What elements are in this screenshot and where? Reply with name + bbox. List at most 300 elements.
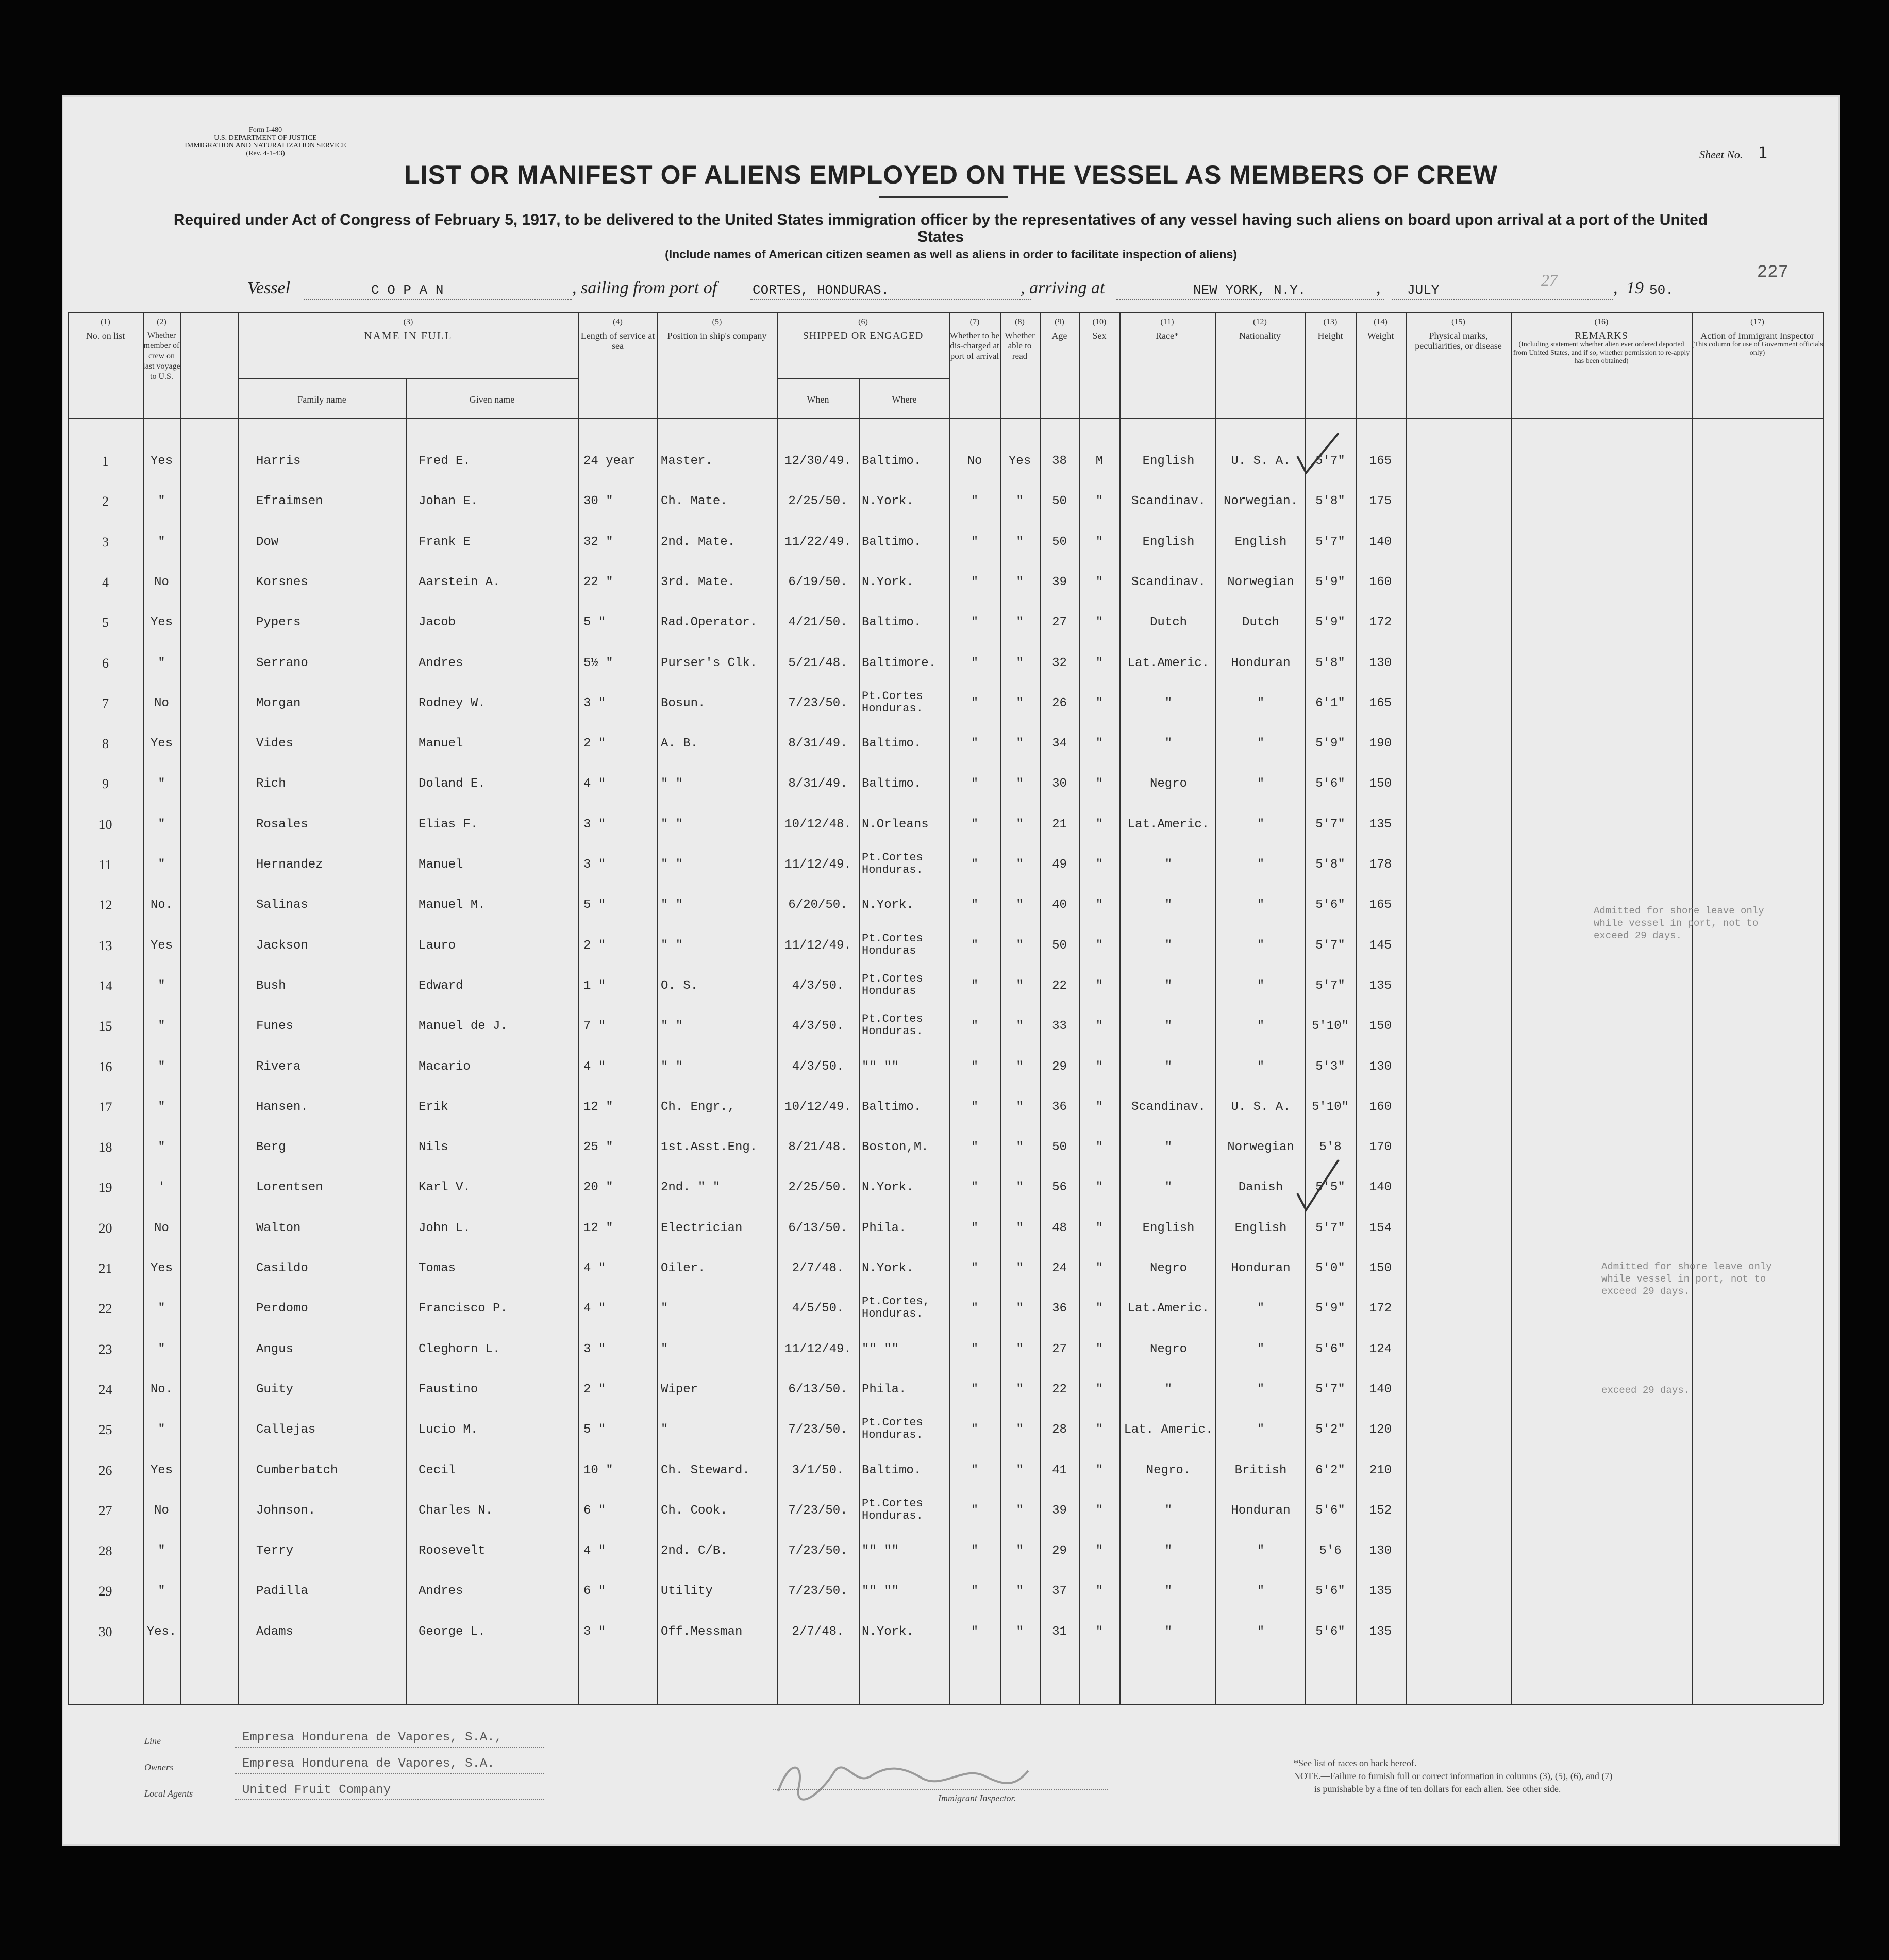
cell-discharged: " [971, 1544, 979, 1558]
cell-race: Scandinav. [1131, 1100, 1206, 1114]
cell-read: " [1016, 1181, 1024, 1195]
cell-no: 8 [102, 736, 109, 752]
cell-when: 11/12/49. [784, 938, 851, 953]
cell-nationality: Honduran [1231, 1503, 1291, 1518]
cell-race: Lat.Americ. [1127, 656, 1210, 670]
cell-when: 8/31/49. [788, 777, 848, 791]
cell-when: 7/23/50. [788, 1503, 848, 1518]
cell-race: " [1164, 938, 1173, 953]
cell-height: 5'8" [1315, 656, 1345, 670]
cell-nationality: " [1257, 1584, 1265, 1599]
cell-family: Dow [256, 535, 279, 549]
cell-sex: " [1095, 1059, 1104, 1074]
line-label: Line [144, 1736, 161, 1746]
cell-nationality: " [1257, 1019, 1265, 1034]
cell-age: 50 [1052, 938, 1067, 953]
cell-where: N.York. [862, 575, 914, 589]
cell-weight: 170 [1369, 1140, 1392, 1155]
cell-position: Purser's Clk. [661, 656, 758, 670]
line-value: Empresa Hondurena de Vapores, S.A., [242, 1731, 503, 1745]
cell-race: Scandinav. [1131, 575, 1206, 589]
cell-when: 4/5/50. [792, 1302, 844, 1316]
cell-service: 3 " [583, 858, 606, 872]
vessel-row: Vessel C O P A N , sailing from port of CORTES, HONDURAS. , arriving at NEW YORK, N.Y. , JULY 27 , 19 50. [62, 278, 1840, 302]
cell-race: Negro [1149, 1342, 1187, 1356]
cell-family: Rich [256, 777, 286, 791]
cell-where: Pt.Cortes Honduras. [862, 1012, 923, 1038]
cell-position: 2nd. Mate. [661, 535, 735, 549]
cell-member: " [158, 1059, 165, 1074]
cell-race: " [1164, 696, 1173, 710]
cell-member: " [158, 777, 165, 791]
cell-given: Frank E [419, 535, 471, 549]
cell-position: " [661, 1423, 668, 1437]
cell-age: 29 [1052, 1059, 1067, 1074]
cell-weight: 165 [1369, 898, 1392, 912]
cell-when: 4/3/50. [792, 1059, 844, 1074]
cell-position: " " [661, 1019, 683, 1034]
cell-no: 11 [98, 857, 112, 872]
cell-given: Manuel [419, 737, 463, 751]
col-header-nationality: (12) Nationality [1239, 318, 1281, 341]
cell-position: " [661, 1302, 668, 1316]
cell-read: " [1016, 1423, 1024, 1437]
cell-member: Yes [150, 1261, 173, 1275]
cell-position: Off.Messman [661, 1624, 743, 1639]
cell-given: Charles N. [419, 1503, 493, 1518]
cell-weight: 154 [1369, 1221, 1392, 1235]
cell-position: Ch. Engr., [661, 1100, 735, 1114]
cell-member: " [158, 1584, 165, 1599]
cell-nationality: English [1234, 535, 1287, 549]
form-identifier [162, 126, 369, 157]
cell-when: 8/21/48. [788, 1140, 848, 1155]
cell-weight: 135 [1369, 1624, 1392, 1639]
cell-nationality: " [1257, 696, 1265, 710]
form-department: U.S. DEPARTMENT OF JUSTICE [214, 134, 317, 142]
cell-service: 7 " [583, 1019, 606, 1034]
cell-read: " [1016, 656, 1024, 670]
cell-read: " [1016, 737, 1024, 751]
cell-given: Cleghorn L. [419, 1342, 500, 1356]
col-header-where: Where [892, 394, 917, 405]
footnote-penalty-cont: is punishable by a fine of ten dollars for each alien. See other side. [1314, 1784, 1561, 1794]
cell-no: 28 [98, 1543, 112, 1559]
cell-weight: 190 [1369, 737, 1392, 751]
cell-where: Pt.Cortes Honduras. [862, 1416, 923, 1442]
cell-height: 5'9" [1315, 737, 1345, 751]
cell-sex: " [1095, 494, 1104, 509]
form-service: IMMIGRATION AND NATURALIZATION SERVICE [185, 142, 346, 150]
cell-service: 4 " [583, 1302, 606, 1316]
cell-weight: 145 [1369, 938, 1392, 953]
cell-service: 6 " [583, 1584, 606, 1599]
cell-no: 27 [98, 1503, 112, 1518]
cell-age: 31 [1052, 1624, 1067, 1639]
cell-when: 3/1/50. [792, 1463, 844, 1477]
cell-member: No. [150, 1382, 173, 1397]
col-header-age: (9) Age [1051, 318, 1067, 341]
cell-no: 7 [102, 695, 109, 711]
cell-member: No [154, 575, 169, 589]
cell-member: " [158, 1544, 165, 1558]
cell-family: Perdomo [256, 1302, 308, 1316]
cell-given: Tomas [419, 1261, 456, 1275]
cell-read: " [1016, 1100, 1024, 1114]
cell-member: ' [158, 1181, 165, 1195]
cell-read: " [1016, 1503, 1024, 1518]
cell-discharged: " [971, 817, 979, 832]
col-header-physical: (15) Physical marks, peculiarities, or disease [1415, 318, 1502, 351]
arrival-port: NEW YORK, N.Y. [1193, 283, 1306, 298]
cell-service: 12 " [583, 1100, 613, 1114]
cell-when: 6/13/50. [788, 1221, 848, 1235]
cell-race: " [1164, 1059, 1173, 1074]
cell-family: Rosales [256, 817, 308, 832]
cell-when: 4/21/50. [788, 616, 848, 630]
cell-no: 1 [102, 454, 109, 469]
cell-when: 7/23/50. [788, 1544, 848, 1558]
cell-no: 3 [102, 534, 109, 550]
cell-read: " [1016, 1140, 1024, 1155]
cell-discharged: No [967, 454, 982, 468]
cell-member: " [158, 1342, 165, 1356]
cell-service: 2 " [583, 938, 606, 953]
cell-when: 7/23/50. [788, 1584, 848, 1599]
cell-weight: 140 [1369, 1181, 1392, 1195]
cell-given: Faustino [419, 1382, 478, 1397]
cell-when: 12/30/49. [784, 454, 851, 468]
cell-service: 25 " [583, 1140, 613, 1155]
cell-age: 56 [1052, 1181, 1067, 1195]
owners-label: Owners [144, 1762, 174, 1772]
cell-sex: " [1095, 616, 1104, 630]
cell-member: Yes [150, 1463, 173, 1477]
cell-read: " [1016, 938, 1024, 953]
cell-position: Ch. Cook. [661, 1503, 728, 1518]
cell-member: Yes [150, 616, 173, 630]
cell-where: "" "" [862, 1342, 899, 1356]
cell-given: Jacob [419, 616, 456, 630]
cell-age: 39 [1052, 575, 1067, 589]
cell-where: N.Orleans [862, 817, 929, 832]
cell-race: " [1164, 1503, 1173, 1518]
sheet-value: 1 [1758, 144, 1768, 162]
cell-where: Baltimo. [862, 777, 922, 791]
cell-discharged: " [971, 696, 979, 710]
cell-family: Bush [256, 978, 286, 993]
cell-nationality: " [1257, 1302, 1265, 1316]
cell-weight: 130 [1369, 656, 1392, 670]
col-header-height: (13) Height [1317, 318, 1343, 341]
cell-given: Karl V. [419, 1181, 471, 1195]
cell-no: 10 [98, 817, 112, 832]
cell-member: No [154, 1221, 169, 1235]
cell-weight: 135 [1369, 1584, 1392, 1599]
col-header-given: Given name [469, 394, 515, 405]
cell-race: Negro [1149, 1261, 1187, 1275]
cell-height: 5'10" [1311, 1019, 1349, 1034]
cell-race: " [1164, 737, 1173, 751]
cell-member: No [154, 1503, 169, 1518]
footnote-races: *See list of races on back hereof. [1294, 1758, 1417, 1768]
cell-read: " [1016, 898, 1024, 912]
cell-family: Rivera [256, 1059, 301, 1074]
cell-family: Angus [256, 1342, 294, 1356]
col-header-shipped: (6) SHIPPED OR ENGAGED [803, 318, 924, 341]
arrival-day: 27 [1541, 271, 1558, 289]
agents-value: United Fruit Company [242, 1783, 391, 1797]
cell-discharged: " [971, 898, 979, 912]
cell-discharged: " [971, 1221, 979, 1235]
cell-where: Baltimo. [862, 737, 922, 751]
cell-member: " [158, 1019, 165, 1034]
cell-service: 30 " [583, 494, 613, 509]
cell-where: N.York. [862, 1261, 914, 1275]
cell-family: Callejas [256, 1423, 316, 1437]
sailing-label: , sailing from port of [572, 278, 717, 297]
cell-family: Funes [256, 1019, 294, 1034]
cell-weight: 160 [1369, 575, 1392, 589]
cell-nationality: Honduran [1231, 656, 1291, 670]
cell-given: Lucio M. [419, 1423, 478, 1437]
title-underline [879, 196, 1008, 198]
remark-shore-leave-3: exceed 29 days. [1601, 1385, 1690, 1396]
cell-age: 26 [1052, 696, 1067, 710]
cell-when: 10/12/48. [784, 817, 851, 832]
arrival-line [1116, 299, 1384, 300]
cell-member: No. [150, 898, 173, 912]
arrival-month: JULY [1407, 283, 1440, 298]
cell-family: Lorentsen [256, 1181, 323, 1195]
cell-no: 6 [102, 655, 109, 671]
cell-where: Phila. [862, 1382, 907, 1397]
cell-discharged: " [971, 1302, 979, 1316]
cell-no: 21 [98, 1261, 112, 1276]
cell-when: 5/21/48. [788, 656, 848, 670]
cell-service: 2 " [583, 737, 606, 751]
cell-nationality: U. S. A. [1231, 454, 1291, 468]
cell-where: "" "" [862, 1544, 899, 1558]
cell-service: 32 " [583, 535, 613, 549]
cell-nationality: " [1257, 858, 1265, 872]
cell-sex: " [1095, 898, 1104, 912]
cell-discharged: " [971, 1059, 979, 1074]
cell-nationality: " [1257, 978, 1265, 993]
cell-when: 7/23/50. [788, 1423, 848, 1437]
cell-race: Dutch [1149, 616, 1187, 630]
cell-nationality: " [1257, 938, 1265, 953]
arriving-label: , arriving at [1021, 278, 1105, 297]
cell-service: 4 " [583, 1544, 606, 1558]
cell-position: " " [661, 1059, 683, 1074]
cell-age: 36 [1052, 1302, 1067, 1316]
cell-discharged: " [971, 494, 979, 509]
cell-given: Andres [419, 656, 463, 670]
cell-discharged: " [971, 1503, 979, 1518]
cell-position: Bosun. [661, 696, 706, 710]
cell-nationality: " [1257, 817, 1265, 832]
cell-height: 5'3" [1315, 1059, 1345, 1074]
cell-height: 5'6" [1315, 1584, 1345, 1599]
cell-age: 27 [1052, 1342, 1067, 1356]
cell-height: 5'8" [1315, 858, 1345, 872]
cell-given: Rodney W. [419, 696, 486, 710]
cell-member: " [158, 494, 165, 509]
cell-nationality: Norwegian. [1223, 494, 1298, 509]
col-header-member: (2) Whether member of crew on last voyage to U.S. [143, 318, 180, 381]
cell-race: English [1142, 454, 1195, 468]
cell-height: 5'6" [1315, 1503, 1345, 1518]
cell-discharged: " [971, 1342, 979, 1356]
cell-weight: 210 [1369, 1463, 1392, 1477]
cell-where: Baltimo. [862, 454, 922, 468]
cell-no: 9 [102, 776, 109, 792]
cell-age: 32 [1052, 656, 1067, 670]
cell-where: Baltimo. [862, 1100, 922, 1114]
cell-weight: 178 [1369, 858, 1392, 872]
col-header-discharged: (7) Whether to be dis-charged at port of arrival [949, 318, 1000, 361]
cell-position: 1st.Asst.Eng. [661, 1140, 758, 1155]
cell-member: " [158, 1100, 165, 1114]
cell-discharged: " [971, 1100, 979, 1114]
cell-no: 22 [98, 1301, 112, 1317]
cell-where: Pt.Cortes Honduras. [862, 689, 923, 715]
cell-age: 28 [1052, 1423, 1067, 1437]
cell-service: 10 " [583, 1463, 613, 1477]
cell-service: 4 " [583, 777, 606, 791]
cell-race: " [1164, 1624, 1173, 1639]
cell-read: " [1016, 1261, 1024, 1275]
cell-when: 2/25/50. [788, 494, 848, 509]
cell-nationality: Honduran [1231, 1261, 1291, 1275]
cell-age: 41 [1052, 1463, 1067, 1477]
cell-given: Fred E. [419, 454, 471, 468]
cell-where: Baltimo. [862, 535, 922, 549]
col-header-no: (1) No. on list [86, 318, 125, 341]
cell-read: " [1016, 1584, 1024, 1599]
cell-member: " [158, 1423, 165, 1437]
cell-position: " " [661, 817, 683, 832]
cell-sex: " [1095, 1140, 1104, 1155]
cell-read: " [1016, 1059, 1024, 1074]
cell-nationality: " [1257, 898, 1265, 912]
cell-sex: " [1095, 656, 1104, 670]
cell-nationality: " [1257, 1342, 1265, 1356]
cell-discharged: " [971, 1140, 979, 1155]
cell-nationality: " [1257, 777, 1265, 791]
cell-when: 6/13/50. [788, 1382, 848, 1397]
cell-given: Roosevelt [419, 1544, 486, 1558]
cell-weight: 160 [1369, 1100, 1392, 1114]
cell-height: 5'6 [1319, 1544, 1342, 1558]
cell-height: 5'10" [1311, 1100, 1349, 1114]
cell-weight: 165 [1369, 696, 1392, 710]
cell-race: Lat.Americ. [1127, 817, 1210, 832]
cell-given: Cecil [419, 1463, 456, 1477]
cell-given: Erik [419, 1100, 448, 1114]
cell-member: Yes [150, 737, 173, 751]
cell-given: Johan E. [419, 494, 478, 509]
cell-family: Jackson [256, 938, 308, 953]
col-header-weight: (14) Weight [1367, 318, 1394, 341]
cell-family: Harris [256, 454, 301, 468]
remark-shore-leave-1: Admitted for shore leave only while vessel in port, not to exceed 29 days. [1594, 905, 1764, 941]
cell-age: 21 [1052, 817, 1067, 832]
cell-where: Baltimo. [862, 616, 922, 630]
cell-sex: " [1095, 1100, 1104, 1114]
manifest-sheet [62, 95, 1840, 1846]
cell-member: " [158, 535, 165, 549]
cell-where: N.York. [862, 494, 914, 509]
col-header-remarks: (16) REMARKS (Including statement whether alien ever ordered deported from United States, and if so, whether permission to re-apply has been obtained) [1513, 318, 1690, 365]
cell-read: " [1016, 817, 1024, 832]
cell-height: 5'0" [1315, 1261, 1345, 1275]
cell-member: " [158, 1302, 165, 1316]
cell-read: Yes [1008, 454, 1031, 468]
cell-family: Berg [256, 1140, 286, 1155]
cell-discharged: " [971, 858, 979, 872]
cell-no: 26 [98, 1463, 112, 1478]
cell-read: " [1016, 1302, 1024, 1316]
cell-where: Baltimo. [862, 1463, 922, 1477]
port-line [750, 299, 1031, 300]
cell-family: Pypers [256, 616, 301, 630]
cell-family: Johnson. [256, 1503, 316, 1518]
cell-given: Edward [419, 978, 463, 993]
cell-no: 20 [98, 1220, 112, 1236]
cell-sex: " [1095, 1382, 1104, 1397]
cell-sex: " [1095, 696, 1104, 710]
cell-weight: 135 [1369, 978, 1392, 993]
cell-family: Hansen. [256, 1100, 308, 1114]
cell-discharged: " [971, 656, 979, 670]
cell-race: " [1164, 1181, 1173, 1195]
cell-age: 24 [1052, 1261, 1067, 1275]
cell-no: 5 [102, 615, 109, 630]
cell-given: George L. [419, 1624, 486, 1639]
cell-when: 2/7/48. [792, 1261, 844, 1275]
vessel-line [304, 299, 572, 300]
agents-label: Local Agents [144, 1788, 193, 1799]
page-number: 227 [1757, 263, 1788, 283]
cell-read: " [1016, 1342, 1024, 1356]
cell-service: 2 " [583, 1382, 606, 1397]
cell-height: 5'7" [1315, 1221, 1345, 1235]
cell-discharged: " [971, 978, 979, 993]
col-header-when: When [807, 394, 829, 405]
vessel-name: C O P A N [371, 283, 444, 298]
col-header-position: (5) Position in ship's company [667, 318, 767, 341]
cell-sex: " [1095, 858, 1104, 872]
cell-age: 38 [1052, 454, 1067, 468]
crew-table [68, 312, 1831, 1704]
cell-where: Pt.Cortes Honduras [862, 932, 923, 957]
cell-sex: " [1095, 1261, 1104, 1275]
cell-race: " [1164, 898, 1173, 912]
cell-no: 4 [102, 574, 109, 590]
cell-service: 24 year [583, 454, 636, 468]
cell-given: Macario [419, 1059, 471, 1074]
cell-no: 23 [98, 1341, 112, 1357]
cell-where: Pt.Cortes Honduras [862, 972, 923, 998]
cell-sex: " [1095, 777, 1104, 791]
cell-sex: " [1095, 1463, 1104, 1477]
cell-race: " [1164, 1140, 1173, 1155]
cell-nationality: " [1257, 1382, 1265, 1397]
cell-service: 5 " [583, 1423, 606, 1437]
cell-service: 5½ " [583, 656, 613, 670]
